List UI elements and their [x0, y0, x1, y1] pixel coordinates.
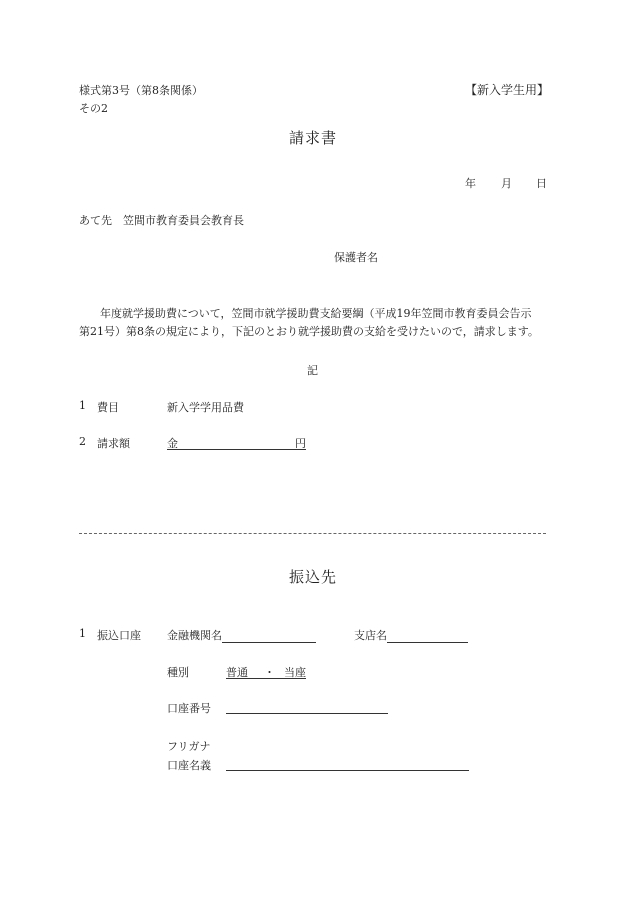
transfer-account-label: 振込口座 [97, 629, 141, 642]
amount-prefix: 金 [167, 437, 178, 450]
furigana-label: フリガナ [167, 740, 211, 753]
item1-number: 1 [79, 399, 86, 412]
account-holder-field-wrap [226, 757, 469, 771]
item1-label: 費目 [97, 401, 119, 414]
bank-name-field[interactable] [222, 629, 316, 643]
type-ordinary-option[interactable]: 普通 [226, 666, 248, 679]
page-title: 請求書 [289, 129, 338, 147]
account-number-row [167, 700, 211, 716]
item2-label: 請求額 [97, 437, 130, 450]
branch-name-row [354, 627, 468, 643]
date-month-label: 月 [501, 177, 512, 190]
cut-line-divider [79, 533, 546, 534]
account-type-options[interactable] [226, 664, 306, 679]
type-separator: ・ [264, 666, 275, 679]
guardian-name-label: 保護者名 [334, 251, 378, 264]
date-year-label: 年 [465, 177, 476, 190]
type-current-option[interactable]: 当座 [284, 666, 306, 679]
form-number: 様式第3号（第8条関係） [79, 84, 203, 97]
bank-name-row [167, 627, 316, 643]
branch-name-field[interactable] [387, 629, 468, 643]
amount-suffix: 円 [295, 437, 306, 450]
item1-value: 新入学学用品費 [167, 401, 244, 414]
branch-name-label: 支店名 [354, 629, 387, 642]
account-number-label: 口座番号 [167, 702, 211, 715]
addressee: あて先 笠間市教育委員会教育長 [79, 214, 244, 227]
new-student-badge: 【新入学生用】 [465, 83, 550, 97]
body-text-line1: 年度就学援助費について，笠間市就学援助費支給要綱（平成19年笠間市教育委員会告示 [100, 307, 532, 320]
account-number-field[interactable] [226, 700, 388, 714]
account-number-field-wrap [226, 700, 388, 714]
transfer-title: 振込先 [289, 568, 338, 586]
account-type-label: 種別 [167, 666, 189, 679]
transfer-number: 1 [79, 627, 86, 640]
item2-number: 2 [79, 435, 86, 448]
account-holder-label: 口座名義 [167, 759, 211, 772]
amount-field[interactable] [167, 435, 306, 450]
account-holder-field[interactable] [226, 757, 469, 771]
date-day-label: 日 [536, 177, 547, 190]
ki-heading: 記 [307, 364, 318, 377]
form-sub-number: その2 [79, 102, 108, 115]
body-text-line2: 第21号）第8条の規定により，下記のとおり就学援助費の支給を受けたいので，請求します。 [79, 325, 539, 338]
bank-name-label: 金融機関名 [167, 629, 222, 642]
